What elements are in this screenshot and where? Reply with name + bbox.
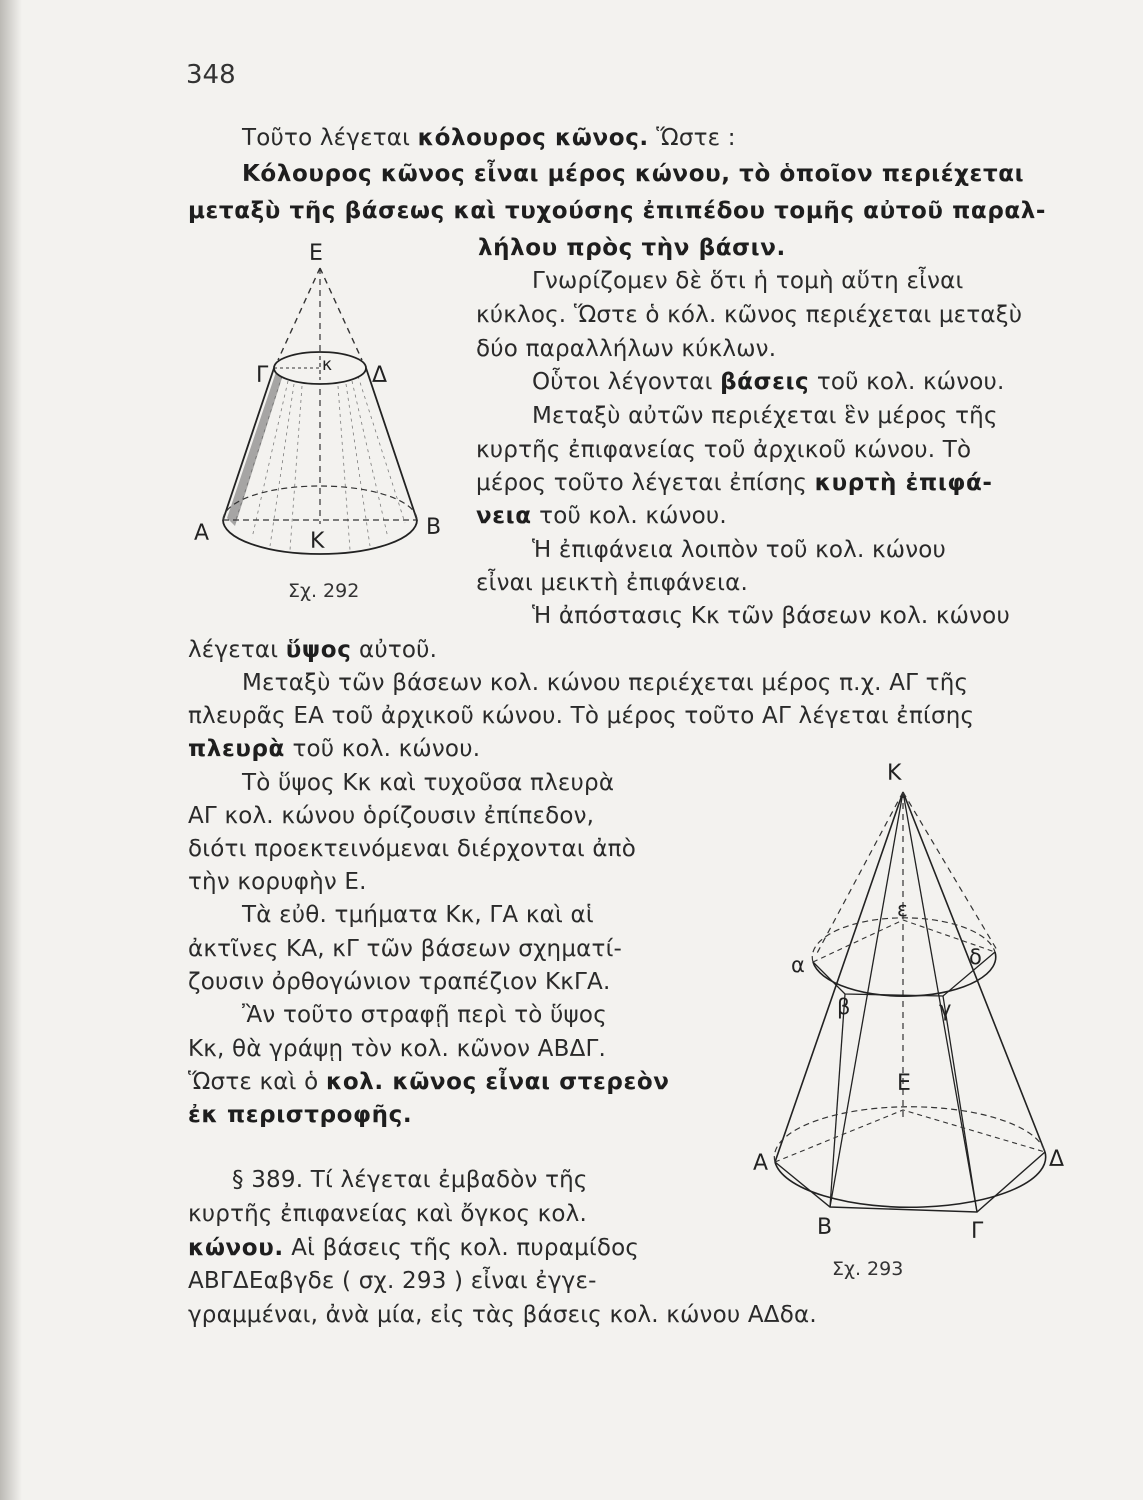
paragraph-line: Ἡ ἐπιφάνεια λοιπὸν τοῦ κολ. κώνου <box>532 537 947 563</box>
label-Gamma: Γ <box>971 1219 984 1244</box>
paragraph-line <box>242 122 736 154</box>
text: τοῦ κολ. κώνου. <box>816 369 1005 395</box>
page-edge-shadow <box>0 0 22 1500</box>
definition-line: λήλου πρὸς τὴν βάσιν. <box>478 235 786 261</box>
paragraph-line: Τὸ ὕψος Κκ καὶ τυχοῦσα πλευρὰ <box>242 770 615 796</box>
text: Τοῦτο λέγεται <box>242 125 411 151</box>
paragraph-line: κυρτῆς ἐπιφανείας τοῦ ἀρχικοῦ κώνου. Τὸ <box>476 437 972 463</box>
figure-293 <box>745 752 1085 1272</box>
label-beta: β <box>837 995 851 1019</box>
paragraph-line: εἶναι μεικτὴ ἐπιφάνεια. <box>476 570 748 596</box>
paragraph-line: Ἡ ἀπόστασις Κκ τῶν βάσεων κολ. κώνου <box>532 603 1010 629</box>
label-K: Κ <box>310 529 325 554</box>
paragraph-line <box>188 733 480 765</box>
label-k: κ <box>322 355 333 375</box>
text: μέρος τοῦτο λέγεται ἐπίσης <box>476 470 808 496</box>
paragraph-line: Μεταξὺ αὐτῶν περιέχεται ἓν μέρος τῆς <box>532 403 998 429</box>
paragraph-line: κυρτῆς ἐπιφανείας καὶ ὄγκος κολ. <box>188 1201 588 1227</box>
text: τοῦ κολ. κώνου. <box>539 503 727 529</box>
paragraph-line <box>532 366 1005 398</box>
paragraph-line: γραμμέναι, ἀνὰ μία, εἰς τὰς βάσεις κολ. κώνου ΑΔδα. <box>188 1302 817 1328</box>
paragraph-line: Ἂν τοῦτο στραφῇ περὶ τὸ ὕψος <box>242 1002 607 1028</box>
text: αὐτοῦ. <box>358 637 438 663</box>
label-A: Α <box>194 521 210 546</box>
label-delta: δ <box>969 945 982 969</box>
label-K: Κ <box>887 761 902 786</box>
definition-line: μεταξὺ τῆς βάσεως καὶ τυχούσης ἐπιπέδου τομῆς αὐτοῦ παραλ- <box>188 198 1047 224</box>
term-solid-of-revolution: κολ. κῶνος εἶναι στερεὸν <box>325 1069 670 1095</box>
frustum-drawing <box>190 238 460 568</box>
figure-292 <box>190 238 460 568</box>
text: λέγεται <box>188 637 279 663</box>
term-cone: κώνου. <box>188 1235 284 1261</box>
paragraph-line: Γνωρίζομεν δὲ ὅτι ἡ τομὴ αὕτη εἶναι <box>532 268 964 294</box>
label-B: Β <box>817 1215 833 1240</box>
paragraph-line: διότι προεκτεινόμεναι διέρχονται ἀπὸ <box>188 836 636 862</box>
cone-pyramid-drawing <box>745 752 1085 1272</box>
label-E: Ε <box>897 1071 911 1096</box>
text: Αἱ βάσεις τῆς κολ. πυραμίδος <box>291 1235 640 1261</box>
term-convex-surface: νεια <box>476 503 532 529</box>
paragraph-line: Μεταξὺ τῶν βάσεων κολ. κώνου περιέχεται μέρος π.χ. ΑΓ τῆς <box>242 670 969 696</box>
term-convex-surface: κυρτὴ ἐπιφά- <box>814 470 993 496</box>
section-389-heading: § 389. Τί λέγεται ἐμβαδὸν τῆς <box>232 1167 588 1193</box>
text: Ὥστε : <box>648 125 736 151</box>
term-side: πλευρὰ <box>188 736 285 762</box>
paragraph-line <box>476 500 727 532</box>
term-frustum: κόλουρος κῶνος. <box>417 125 649 151</box>
label-alpha: α <box>791 953 805 977</box>
figure-292-caption: Σχ. 292 <box>288 580 360 602</box>
paragraph-line: κύκλος. Ὥστε ὁ κόλ. κῶνος περιέχεται μεταξὺ <box>476 302 1023 328</box>
paragraph-line: Κκ, θὰ γράψῃ τὸν κολ. κῶνον ΑΒΔΓ. <box>188 1036 607 1062</box>
figure-293-caption: Σχ. 293 <box>832 1258 904 1280</box>
label-E: Ε <box>309 241 323 266</box>
label-A: Α <box>753 1151 769 1176</box>
paragraph-line <box>188 1066 670 1098</box>
label-Gamma: Γ <box>256 363 269 388</box>
term-bases: βάσεις <box>720 369 810 395</box>
page-number: 348 <box>186 60 236 90</box>
definition-line: Κόλουρος κῶνος εἶναι μέρος κώνου, τὸ ὁποῖον περιέχεται <box>242 161 1025 187</box>
paragraph-line: ἀκτῖνες ΚΑ, κΓ τῶν βάσεων σχηματί- <box>188 936 623 962</box>
label-Delta: Δ <box>1049 1147 1065 1172</box>
label-gamma: γ <box>939 997 952 1021</box>
paragraph-line: ζουσιν ὀρθογώνιον τραπέζιον ΚκΓΑ. <box>188 969 611 995</box>
label-Delta: Δ <box>372 363 388 388</box>
paragraph-line <box>188 634 437 666</box>
paragraph-line <box>188 1232 639 1264</box>
text: τοῦ κολ. κώνου. <box>292 736 481 762</box>
term-height: ὕψος <box>285 637 352 663</box>
text: Ὥστε καὶ ὁ <box>188 1069 319 1095</box>
label-epsilon: ε <box>897 897 908 921</box>
paragraph-line <box>476 467 993 499</box>
paragraph-line: ΑΓ κολ. κώνου ὁρίζουσιν ἐπίπεδον, <box>188 803 595 829</box>
label-B: Β <box>426 515 442 540</box>
text: Οὗτοι λέγονται <box>532 369 713 395</box>
paragraph-line: Τὰ εὐθ. τμήματα Κκ, ΓΑ καὶ αἱ <box>242 902 594 928</box>
paragraph-line: πλευρᾶς ΕΑ τοῦ ἀρχικοῦ κώνου. Τὸ μέρος τοῦτο ΑΓ λέγεται ἐπίσης <box>188 703 975 729</box>
paragraph-line: ἐκ περιστροφῆς. <box>188 1102 413 1128</box>
paragraph-line: δύο παραλλήλων κύκλων. <box>476 336 777 362</box>
paragraph-line: ΑΒΓΔΕαβγδε ( σχ. 293 ) εἶναι ἐγγε- <box>188 1268 597 1294</box>
paragraph-line: τὴν κορυφὴν Ε. <box>188 869 367 895</box>
